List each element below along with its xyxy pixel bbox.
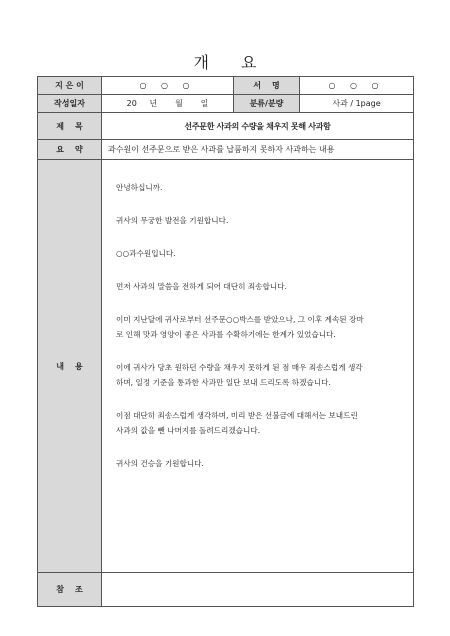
reference-label: 참 조 <box>38 573 102 607</box>
signature-label: 서 명 <box>234 77 300 95</box>
content-paragraph: 하며, 일정 기준을 통과한 사과만 일단 보내 드리도록 하겠습니다. <box>116 378 331 387</box>
content-label: 내 용 <box>38 160 102 573</box>
content-row <box>38 160 414 573</box>
author-value: ○ ○ ○ <box>102 77 234 95</box>
content-paragraph: 귀사의 무궁한 발전을 기원합니다. <box>116 216 229 225</box>
summary-value: 과수원이 선주문으로 받은 사과를 납품하지 못하자 사과하는 내용 <box>102 140 414 160</box>
subject-row <box>38 113 414 140</box>
content-paragraph: 귀사의 건승을 기원합니다. <box>116 459 204 468</box>
content-paragraph: 안녕하십니까. <box>116 183 163 192</box>
summary-label: 요 약 <box>38 140 102 160</box>
author-row <box>38 77 414 95</box>
category-value: 사과 / 1page <box>300 95 414 113</box>
content-paragraph: 이점 대단히 죄송스럽게 생각하며, 미리 받은 선불금에 대해서는 보내드린 <box>116 411 358 420</box>
subject-label: 제 목 <box>38 113 102 140</box>
author-label: 지 은 이 <box>38 77 102 95</box>
content-paragraph: 로 인해 맛과 영양이 좋은 사과를 수확하기에는 한계가 있었습니다. <box>116 330 336 339</box>
content-body <box>102 160 414 573</box>
date-label: 작성일자 <box>38 95 102 113</box>
reference-row <box>38 573 414 607</box>
document-table <box>37 76 414 607</box>
content-paragraph: 이미 지난달에 귀사로부터 선주문○○박스를 받았으나, 그 이후 계속된 장마 <box>116 315 364 324</box>
content-paragraph: ○○과수원입니다. <box>116 249 176 258</box>
reference-value <box>102 573 414 607</box>
content-paragraph: 먼저 사과의 말씀을 전하게 되어 대단히 죄송합니다. <box>116 282 287 291</box>
content-paragraph: 이에 귀사가 당초 원하던 수량을 채우지 못하게 된 점 매우 죄송스럽게 생각 <box>116 363 363 372</box>
summary-row <box>38 140 414 160</box>
date-value: 20 년 월 일 <box>102 95 234 113</box>
subject-value: 선주문한 사과의 수량을 채우지 못해 사과함 <box>102 113 414 140</box>
date-row <box>38 95 414 113</box>
signature-value: ○ ○ ○ <box>300 77 414 95</box>
page-title: 개 요 <box>193 53 257 72</box>
content-paragraph: 사과의 값을 뺀 나머지를 돌려드리겠습니다. <box>116 426 261 435</box>
category-label: 분류/분량 <box>234 95 300 113</box>
